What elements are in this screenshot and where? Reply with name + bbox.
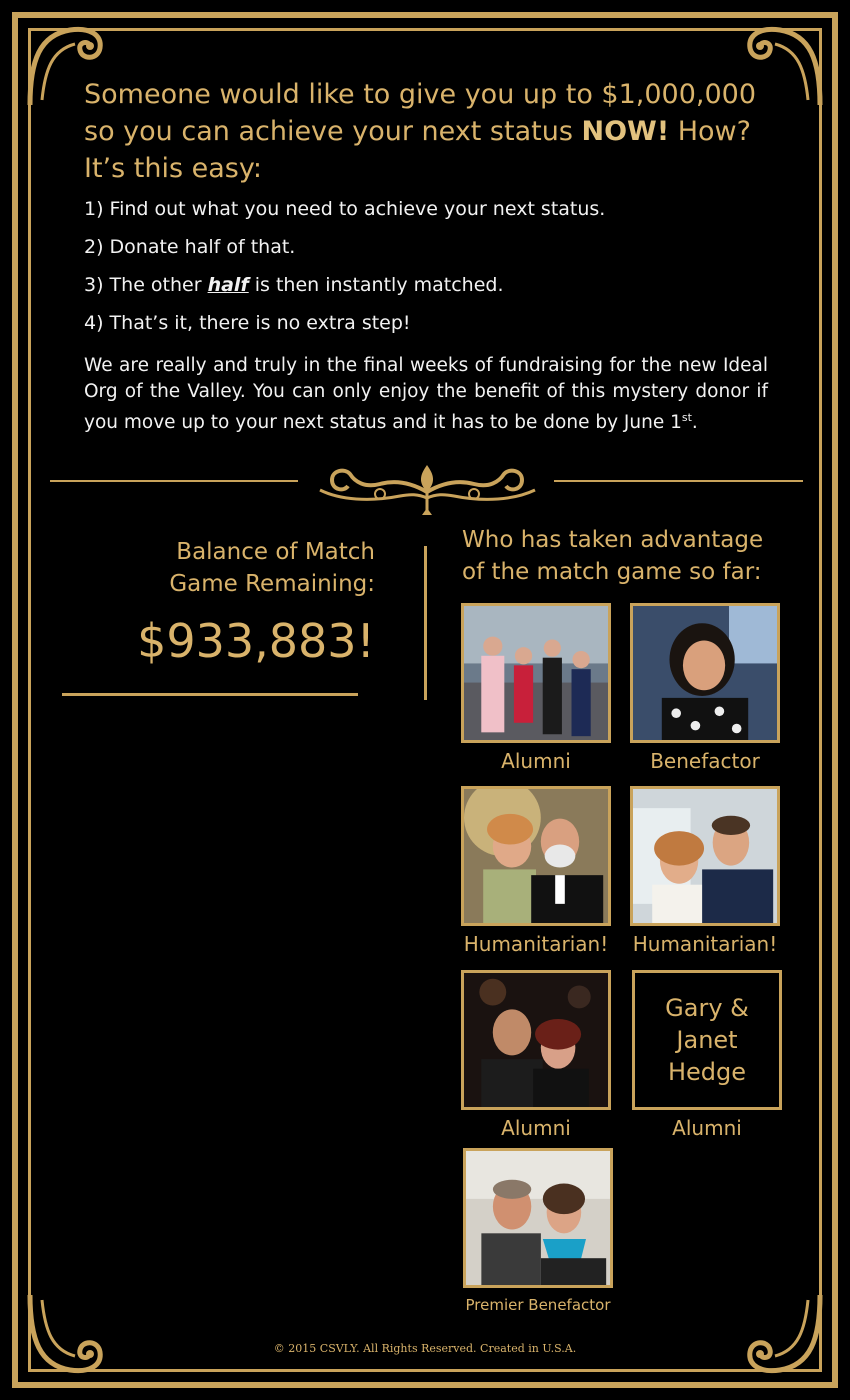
- paragraph-superscript: st: [681, 411, 692, 424]
- divider-right-line: [554, 480, 803, 482]
- step-3: [84, 274, 774, 296]
- step-4: 4) That’s it, there is no extra step!: [84, 312, 411, 334]
- smiling-woman-photo: [630, 603, 780, 743]
- donors-title-line-2: of the match game so far:: [462, 559, 762, 585]
- headline-line-3: It’s this easy:: [84, 153, 262, 184]
- paragraph-end: .: [691, 412, 698, 434]
- donor-name-line-1: Gary &: [665, 994, 749, 1022]
- donor-card: [630, 603, 780, 773]
- balance-label-line-2: Game Remaining:: [169, 571, 375, 597]
- headline-line-1: Someone would like to give you up to $1,000,000: [84, 79, 757, 110]
- couple-casual-photo: [630, 786, 780, 926]
- donors-title: [462, 524, 802, 588]
- donor-card: [630, 786, 780, 956]
- fleur-de-lis-ornament-icon: [310, 460, 545, 520]
- corner-scroll-ornament-icon: [740, 1290, 830, 1380]
- donor-card: [461, 970, 611, 1140]
- steps-list: [84, 198, 774, 350]
- fundraising-paragraph: [84, 353, 768, 436]
- donor-card: [461, 786, 611, 956]
- step-1: 1) Find out what you need to achieve your next status.: [84, 198, 606, 220]
- donor-card: [632, 970, 782, 1140]
- couple-scarf-photo: [463, 1148, 613, 1288]
- donor-caption: Benefactor: [650, 749, 760, 773]
- paragraph-text: We are really and truly in the final weeks of fundraising for the new Ideal Org of the Valley. You can only enjoy the benefit of this mystery donor if you move up to your next status and it has to be done by June 1: [84, 355, 768, 434]
- headline-line-2-text: so you can achieve your next status: [84, 116, 582, 147]
- step-2: 2) Donate half of that.: [84, 236, 296, 258]
- balance-label-line-1: Balance of Match: [176, 539, 375, 565]
- vertical-divider: [424, 546, 427, 700]
- donor-caption: Premier Benefactor: [465, 1296, 611, 1314]
- headline-line-2: [84, 113, 784, 150]
- headline-now-emphasis: NOW!: [581, 116, 670, 147]
- donor-card: [463, 1148, 613, 1314]
- donor-caption: Humanitarian!: [463, 932, 609, 956]
- couple-party-photo: [461, 970, 611, 1110]
- footer-copyright: © 2015 CSVLY. All Rights Reserved. Created in U.S.A.: [273, 1342, 577, 1355]
- divider-left-line: [50, 480, 298, 482]
- step-3-suffix: is then instantly matched.: [248, 274, 504, 296]
- donor-caption: Alumni: [672, 1116, 742, 1140]
- step-3-half-emphasis: half: [207, 274, 249, 296]
- headline: [84, 76, 784, 187]
- donor-caption: Alumni: [501, 749, 571, 773]
- balance-underline: [62, 693, 358, 696]
- donor-caption: Humanitarian!: [632, 932, 778, 956]
- donor-name-box: [632, 970, 782, 1110]
- balance-label: [110, 536, 375, 600]
- step-3-prefix: 3) The other: [84, 274, 208, 296]
- donor-name-line-3: Hedge: [667, 1058, 747, 1086]
- balance-value: $933,883!: [137, 614, 375, 668]
- donor-card: [461, 603, 611, 773]
- headline-how-text: How?: [669, 116, 751, 147]
- donor-caption: Alumni: [501, 1116, 571, 1140]
- group-of-four-photo: [461, 603, 611, 743]
- corner-scroll-ornament-icon: [20, 1290, 110, 1380]
- donor-name-line-2: Janet: [676, 1026, 738, 1054]
- donors-title-line-1: Who has taken advantage: [462, 527, 764, 553]
- couple-formal-photo: [461, 786, 611, 926]
